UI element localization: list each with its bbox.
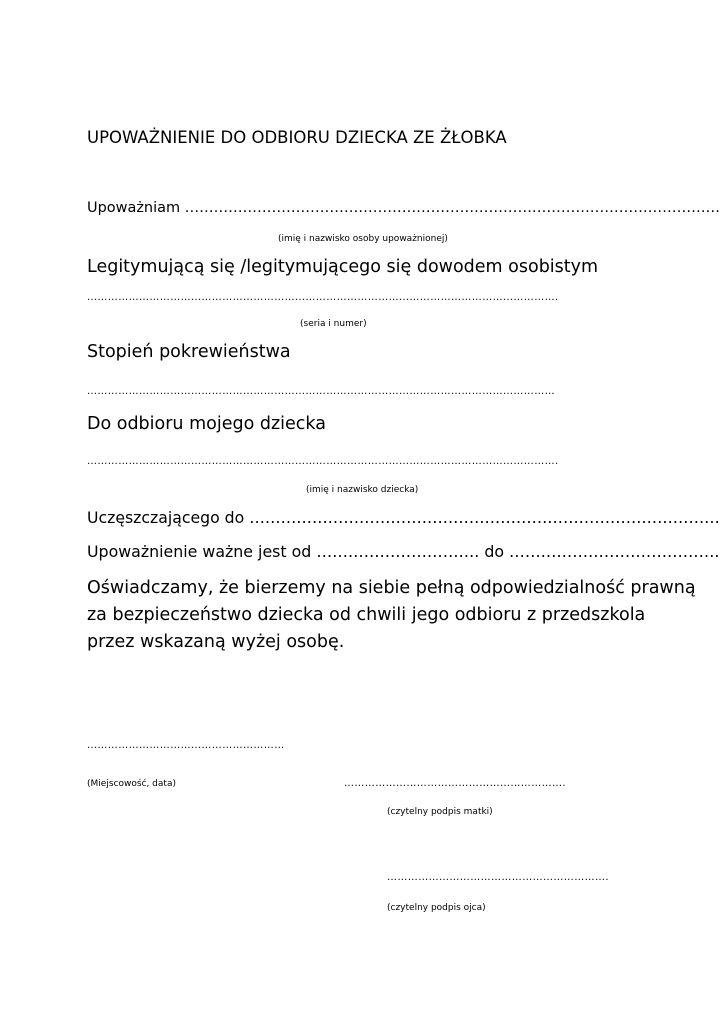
- authorize-line: Upoważniam …………………………………………………………………………………………………: [87, 200, 721, 216]
- place-date-dots: …………………………………………………: [87, 740, 285, 751]
- mother-signature-dots: ……………………………………………………….: [344, 778, 566, 789]
- id-series-caption: (seria i numer): [300, 319, 367, 329]
- father-signature-dots: ……………………………………………………….: [387, 872, 609, 883]
- child-name-caption: (imię i nazwisko dziecka): [306, 485, 419, 495]
- id-document-line: Legitymującą się /legitymującego się dowodem osobistym: [87, 257, 599, 277]
- place-date-caption: (Miejscowość, data): [87, 779, 176, 789]
- validity-line: Upoważnienie ważne jest od …………………………. do ………………………………….: [87, 542, 720, 561]
- child-label: Do odbioru mojego dziecka: [87, 414, 326, 434]
- authorized-person-caption: (imię i nazwisko osoby upoważnionej): [278, 234, 448, 244]
- statement-line-2: za bezpieczeństwo dziecka od chwili jego odbioru z przedszkola: [87, 605, 646, 625]
- attending-line: Uczęszczającego do ………………………………………………………………………………: [87, 508, 720, 527]
- child-dots: ……………………………………………………………………………………………………………………….: [87, 456, 559, 467]
- father-signature-caption: (czytelny podpis ojca): [387, 903, 486, 913]
- id-document-dots: ……………………………………………………………………………………………………………………….: [87, 292, 559, 303]
- kinship-label: Stopień pokrewieństwa: [87, 342, 291, 362]
- statement-line-1: Oświadczamy, że bierzemy na siebie pełną odpowiedzialność prawną: [87, 578, 696, 598]
- document-title: UPOWAŻNIENIE DO ODBIORU DZIECKA ZE ŻŁOBKA: [87, 128, 507, 147]
- statement-line-3: przez wskazaną wyżej osobę.: [87, 632, 345, 652]
- kinship-dots: ………………………………………………………………………………………………………………………: [87, 386, 555, 397]
- mother-signature-caption: (czytelny podpis matki): [387, 807, 493, 817]
